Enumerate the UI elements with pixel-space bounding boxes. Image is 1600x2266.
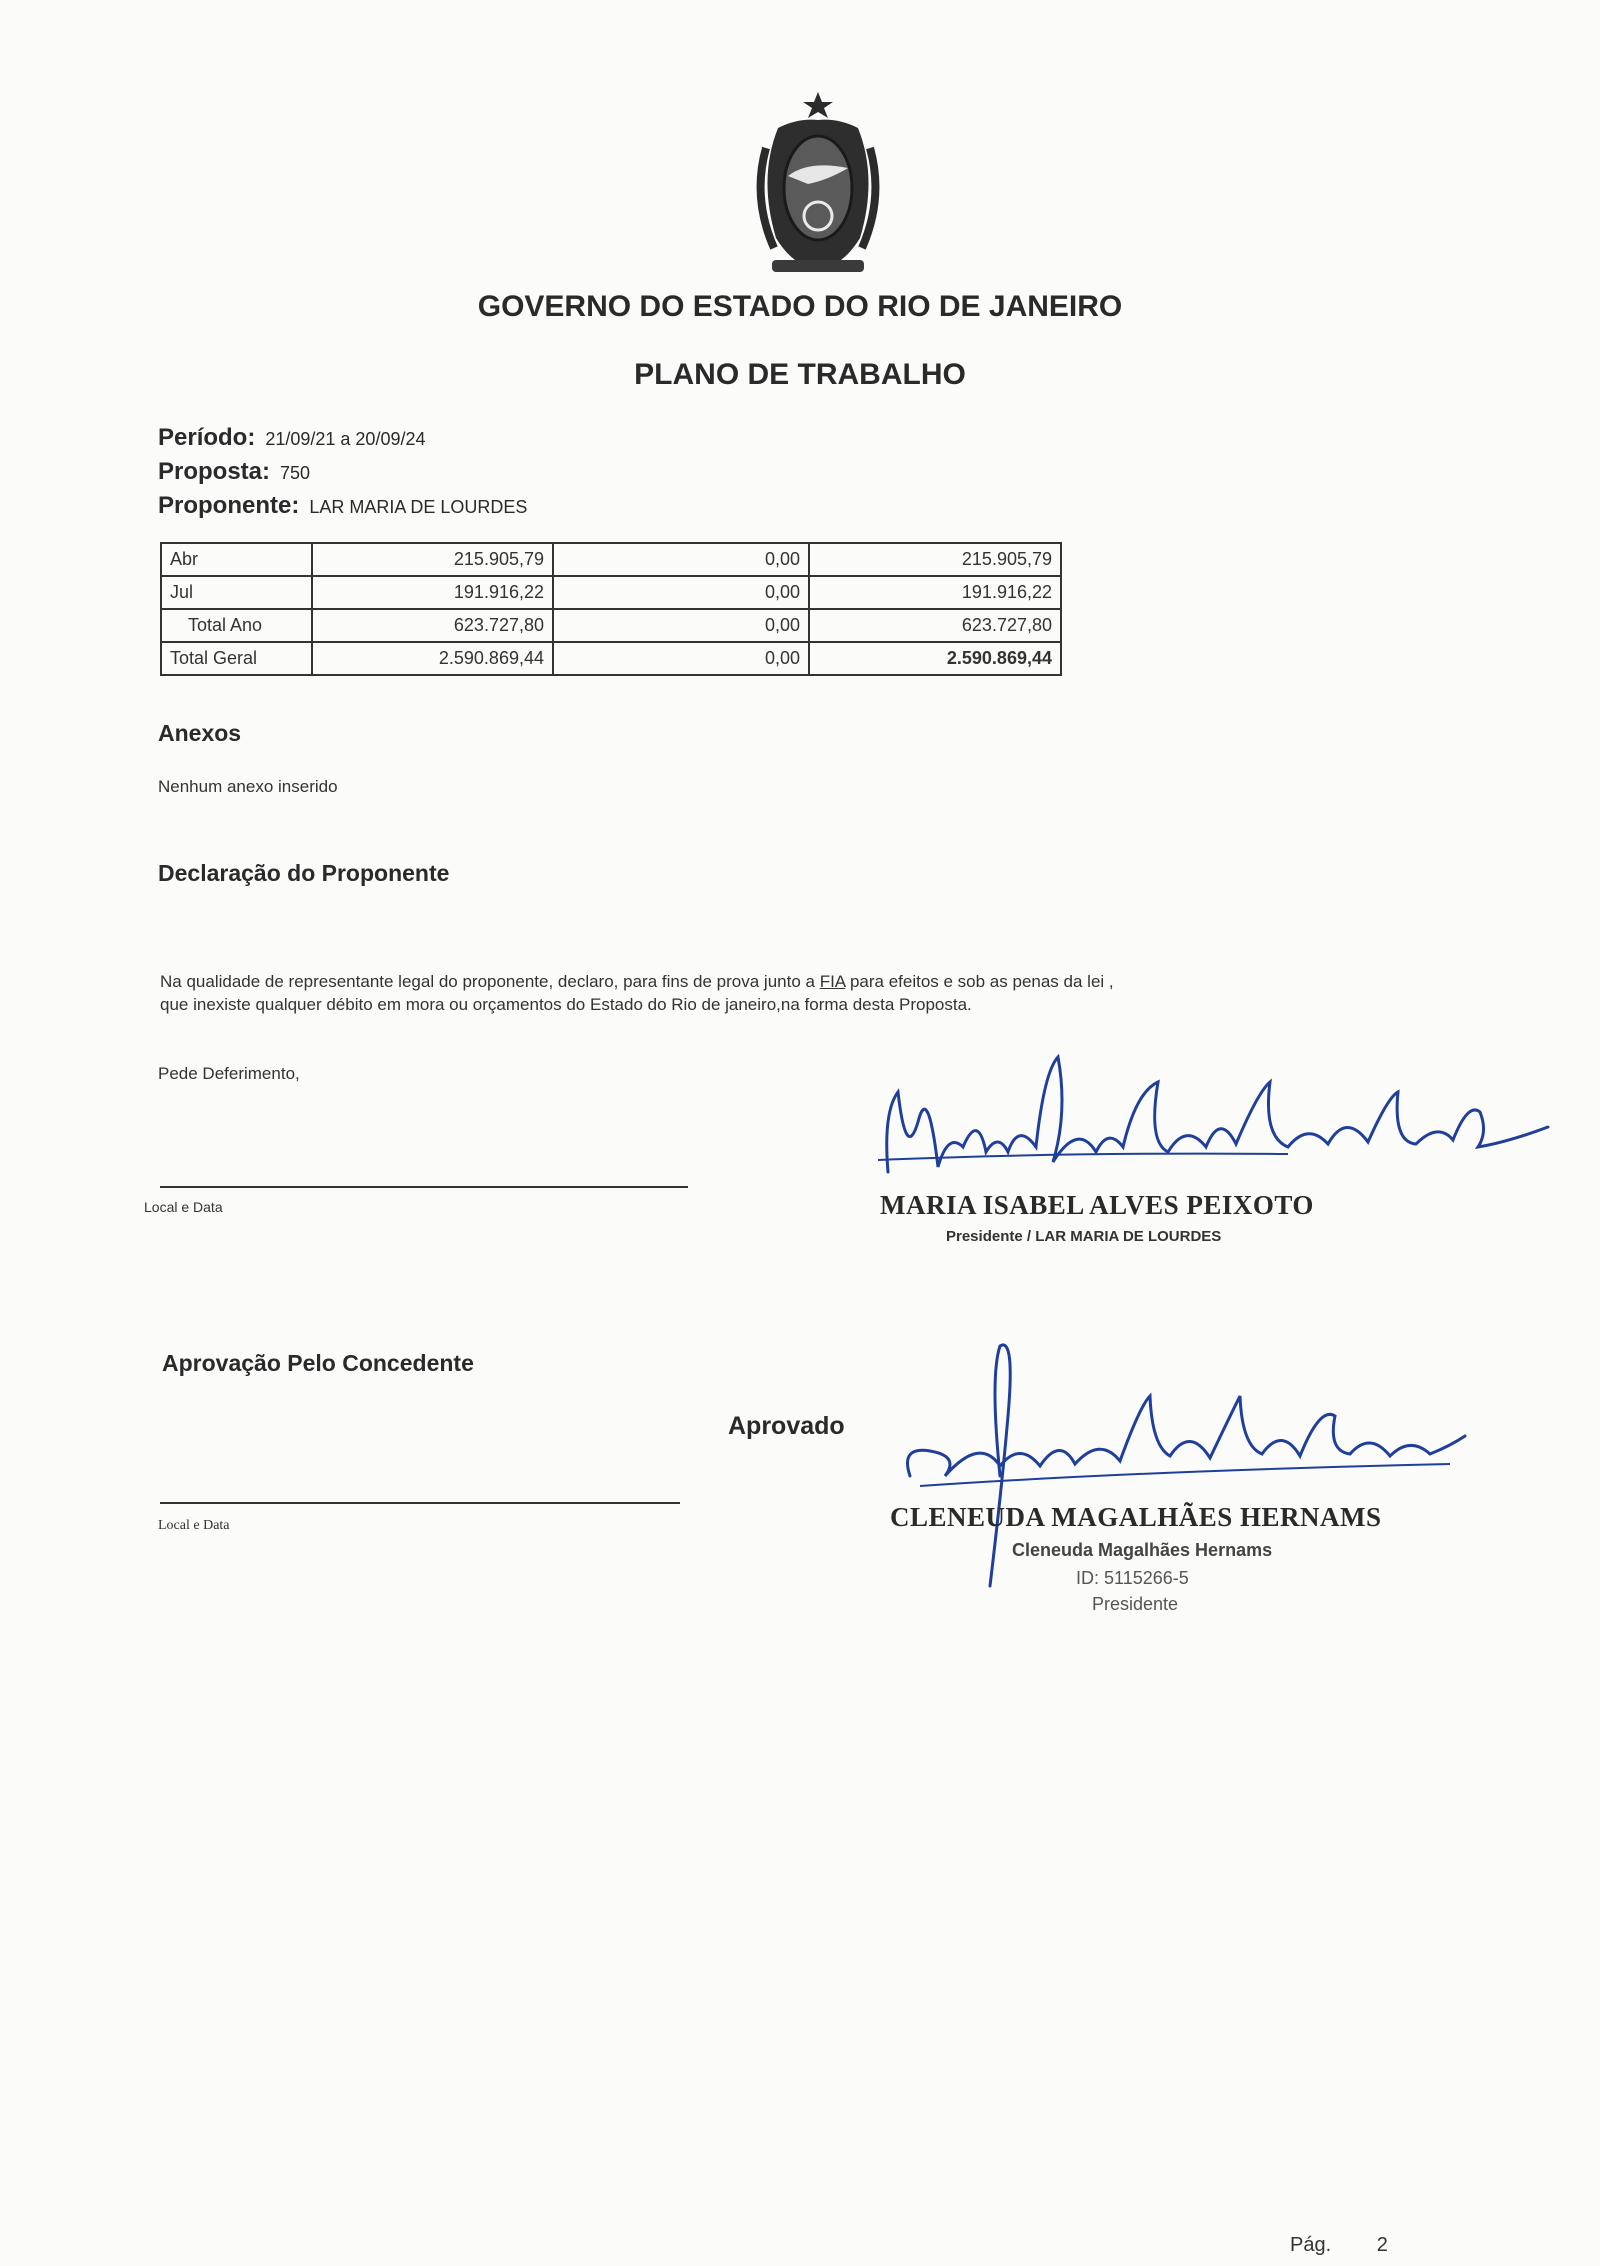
periodo-value: 21/09/21 a 20/09/24 [265, 429, 426, 449]
row-value-3: 623.727,80 [809, 609, 1061, 642]
declaracao-heading: Declaração do Proponente [158, 860, 450, 886]
signer1-name: MARIA ISABEL ALVES PEIXOTO [880, 1190, 1314, 1220]
row-value-2: 0,00 [553, 609, 809, 642]
row-value-2: 0,00 [553, 543, 809, 576]
row-value-1: 2.590.869,44 [312, 642, 553, 675]
periodo-label: Período: [158, 424, 256, 451]
aprovacao-local-data-caption: Local e Data [158, 1518, 230, 1533]
row-value-3: 2.590.869,44 [809, 642, 1061, 675]
row-value-1: 623.727,80 [312, 609, 553, 642]
finance-table [160, 542, 1062, 676]
local-data-caption: Local e Data [144, 1199, 223, 1215]
stamp-role: Presidente [1092, 1594, 1179, 1614]
declaration-line-1 [160, 970, 1460, 993]
page-label: Pág. [1290, 2234, 1332, 2256]
row-label: Abr [161, 543, 312, 576]
row-value-2: 0,00 [553, 576, 809, 609]
row-value-1: 215.905,79 [312, 543, 553, 576]
declaration-line-2: que inexiste qualquer débito em mora ou orçamentos do Estado do Rio de janeiro,na forma desta Proposta. [160, 995, 972, 1014]
document-title: PLANO DE TRABALHO [634, 358, 966, 391]
anexos-heading: Anexos [158, 720, 242, 746]
stamp-id: ID: 5115266-5 [1076, 1568, 1189, 1588]
signer1-role: Presidente / LAR MARIA DE LOURDES [946, 1228, 1222, 1245]
row-value-2: 0,00 [553, 642, 809, 675]
row-label: Jul [161, 576, 312, 609]
coat-of-arms-emblem [748, 88, 888, 278]
row-value-1: 191.916,22 [312, 576, 553, 609]
periodo-row [158, 424, 426, 452]
signature-maria-isabel [868, 1052, 1568, 1192]
page-number-value: 2 [1376, 2234, 1388, 2256]
aprovacao-local-data-line [160, 1502, 680, 1504]
row-label: Total Geral [161, 642, 312, 675]
proponente-row [158, 492, 527, 520]
proponente-value: LAR MARIA DE LOURDES [309, 497, 528, 517]
anexos-text: Nenhum anexo inserido [158, 777, 338, 796]
proposta-label: Proposta: [158, 458, 271, 485]
signer2-name: CLENEUDA MAGALHÃES HERNAMS [890, 1502, 1382, 1532]
aprovado-label: Aprovado [728, 1412, 845, 1440]
table-row [161, 576, 1061, 609]
aprovacao-heading: Aprovação Pelo Concedente [162, 1350, 474, 1376]
table-row [161, 543, 1061, 576]
proposta-row [158, 458, 310, 486]
proposta-value: 750 [280, 463, 311, 483]
row-value-3: 191.916,22 [809, 576, 1061, 609]
declaration-text [160, 970, 1460, 1016]
stamp-name: Cleneuda Magalhães Hernams [1012, 1540, 1273, 1560]
row-label: Total Ano [161, 609, 312, 642]
row-value-3: 215.905,79 [809, 543, 1061, 576]
page-number [1290, 2234, 1388, 2257]
declaration-line-1-start: Na qualidade de representante legal do proponente, declaro, para fins de prova junto a [160, 972, 820, 991]
table-row [161, 609, 1061, 642]
fia-link[interactable]: FIA [819, 972, 846, 991]
pede-deferimento: Pede Deferimento, [158, 1064, 300, 1083]
declaration-line-1-end: para efeitos e sob as penas da lei , [845, 972, 1114, 991]
government-title: GOVERNO DO ESTADO DO RIO DE JANEIRO [477, 290, 1123, 323]
proponente-label: Proponente: [158, 492, 300, 519]
local-data-line [160, 1186, 688, 1188]
table-row [161, 642, 1061, 675]
